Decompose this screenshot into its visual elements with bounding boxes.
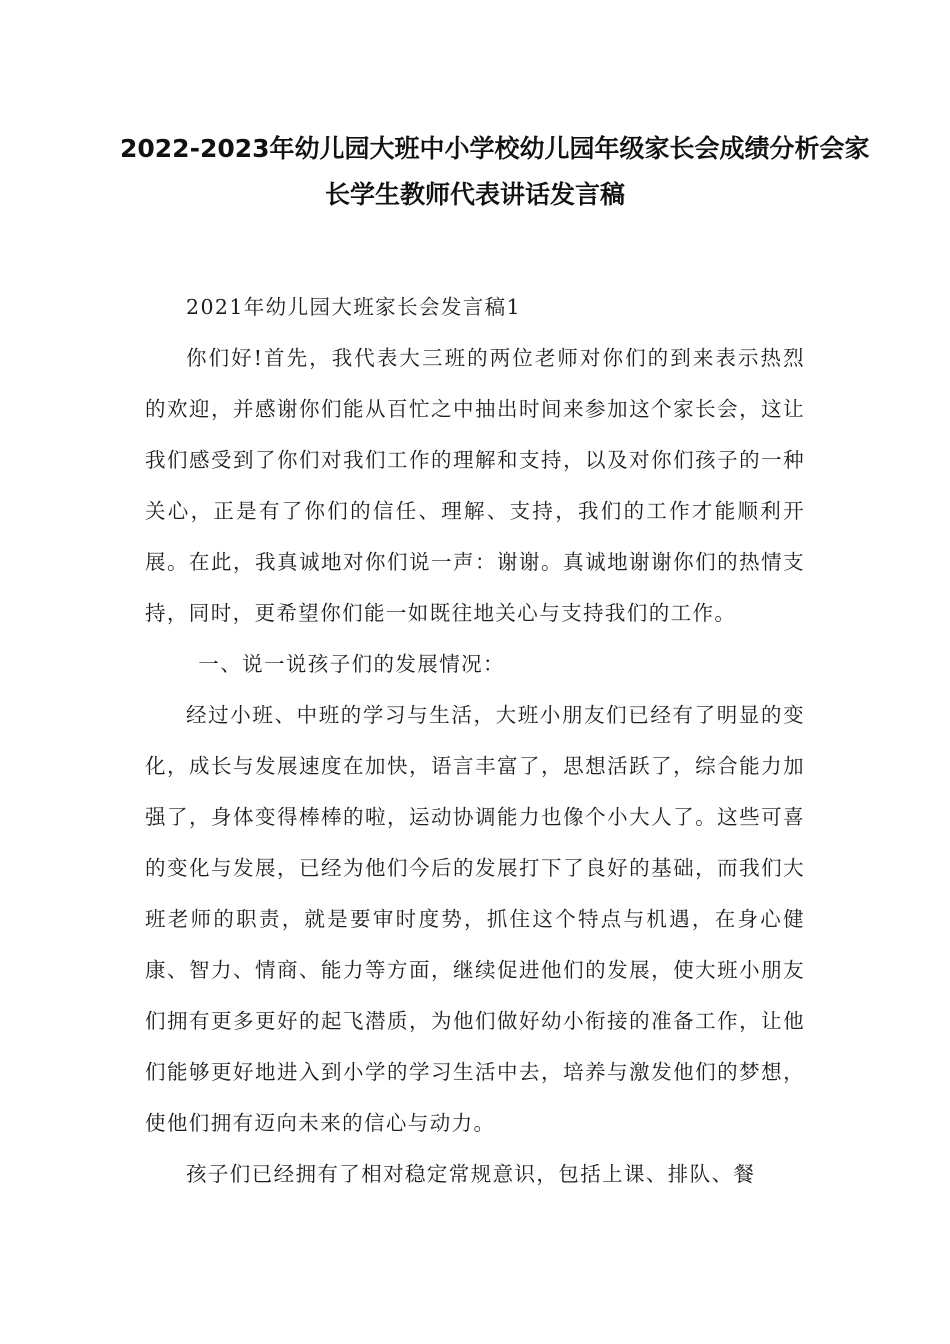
paragraph-greeting: 你们好!首先，我代表大三班的两位老师对你们的到来表示热烈的欢迎，并感谢你们能从百忙之中抽出时间来参加这个家长会，这让我们感受到了你们对我们工作的理解和支持，以及对你们孩子的一种关心，正是有了你们的信任、理解、支持，我们的工作才能顺利开展。在此，我真诚地对你们说一声：谢谢。真诚地谢谢你们的热情支持，同时，更希望你们能一如既往地关心与支持我们的工作。 [145, 346, 805, 625]
document-title [120, 126, 870, 218]
title-line-1: 2022-2023年幼儿园大班中小学校幼儿园年级家长会成绩分析会家 [120, 134, 870, 163]
paragraph-routine: 孩子们已经拥有了相对稳定常规意识，包括上课、排队、餐 [186, 1162, 756, 1186]
section-heading: 一、说一说孩子们的发展情况： [198, 652, 505, 676]
document-body [145, 282, 805, 1200]
subheading: 2021年幼儿园大班家长会发言稿1 [186, 295, 522, 319]
paragraph-development: 经过小班、中班的学习与生活，大班小朋友们已经有了明显的变化，成长与发展速度在加快，语言丰富了，思想活跃了，综合能力加强了，身体变得棒棒的啦，运动协调能力也像个小大人了。这些可喜的变化与发展，已经为他们今后的发展打下了良好的基础，而我们大班老师的职责，就是要审时度势，抓住这个特点与机遇，在身心健康、智力、情商、能力等方面，继续促进他们的发展，使大班小朋友们拥有更多更好的起飞潜质，为他们做好幼小衔接的准备工作，让他们能够更好地进入到小学的学习生活中去，培养与激发他们的梦想，使他们拥有迈向未来的信心与动力。 [145, 703, 805, 1135]
title-line-2: 长学生教师代表讲话发言稿 [324, 180, 625, 209]
